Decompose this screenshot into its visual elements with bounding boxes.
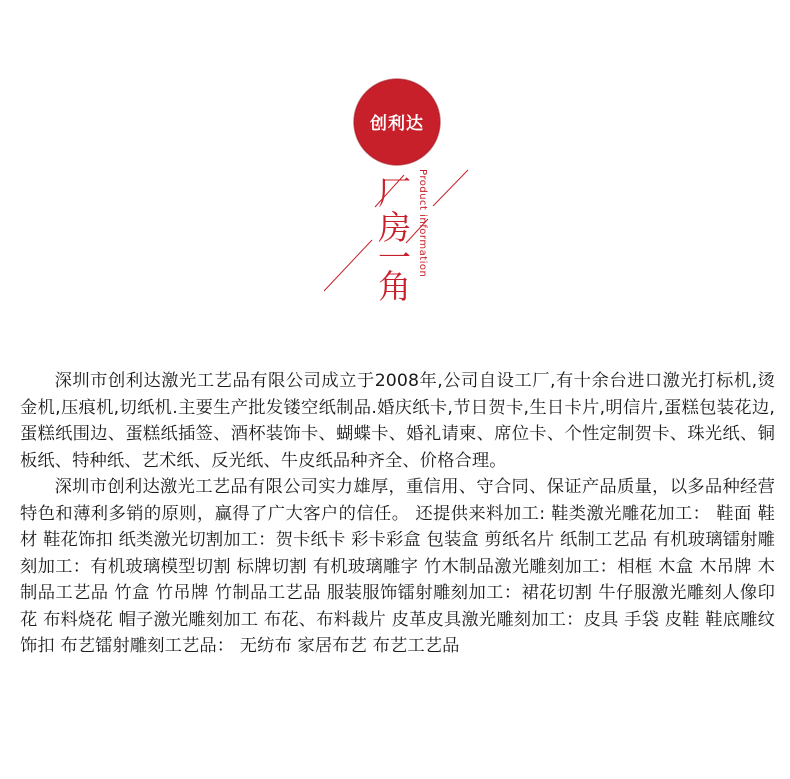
heading-char-2: 房 bbox=[378, 208, 411, 247]
company-description bbox=[20, 368, 775, 660]
paragraph-services: 深圳市创利达激光工艺品有限公司实力雄厚，重信用、守合同、保证产品质量，以多品种经营特色和薄利多销的原则，赢得了广大客户的信任。 还提供来料加工: 鞋类激光雕花加工： 鞋面 鞋材 鞋花饰扣 纸类激光切割加工：贺卡纸卡 彩卡彩盒 包装盒 剪纸名片 纸制工艺品 有机玻璃镭射雕刻加工：有机玻璃模型切割 标牌切割 有机玻璃雕字 竹木制品激光雕刻加工：相框 木盒 木吊牌 木制品工艺品 竹盒 竹吊牌 竹制品工艺品 服装服饰镭射雕刻加工：裙花切割 牛仔服激光雕刻人像印花 布料烧花 帽子激光雕刻加工 布花、布料裁片 皮革皮具激光雕刻加工：皮具 手袋 皮鞋 鞋底雕纹 饰扣 布艺镭射雕刻工艺品： 无纺布 家居布艺 布艺工艺品 bbox=[20, 477, 775, 656]
heading-char-1: 厂 bbox=[378, 173, 411, 212]
paragraph-intro: 深圳市创利达激光工艺品有限公司成立于2008年,公司自设工厂,有十余台进口激光打标机,烫金机,压痕机,切纸机.主要生产批发镂空纸制品.婚庆纸卡,节日贺卡,生日卡片,明信片,蛋糕包装花边,蛋糕纸围边、蛋糕纸插签、酒杯装饰卡、蝴蝶卡、婚礼请柬、席位卡、个性定制贺卡、珠光纸、铜板纸、特种纸、艺术纸、反光纸、牛皮纸品种齐全、价格合理。 bbox=[20, 371, 775, 471]
heading-char-4: 角 bbox=[378, 267, 411, 306]
brand-logo-text: 创利达 bbox=[370, 114, 424, 134]
heading-subtitle: Product information bbox=[417, 169, 428, 278]
heading-char-3: 一 bbox=[378, 238, 411, 277]
